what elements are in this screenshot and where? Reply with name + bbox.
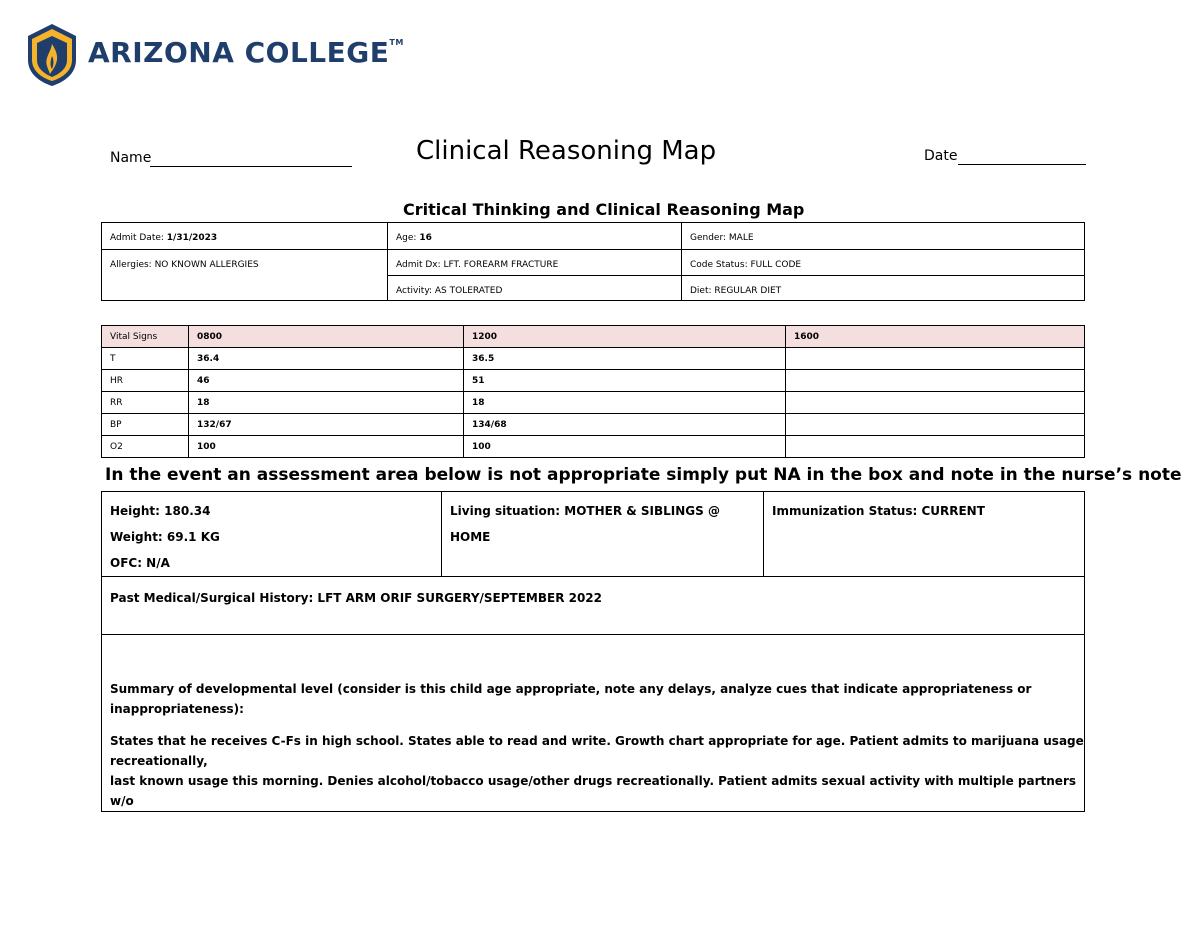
table-row: [102, 348, 1085, 370]
vital-label: T: [102, 348, 189, 370]
arizona-college-logo: [26, 22, 404, 88]
patient-info-table: [101, 222, 1085, 301]
vital-value: 46: [189, 370, 464, 392]
map-subtitle: Critical Thinking and Clinical Reasoning Map: [403, 200, 805, 219]
vital-value[interactable]: [786, 392, 1085, 414]
name-label: Name: [110, 150, 152, 166]
vitals-header-cell: 1200: [464, 326, 786, 348]
table-row: [102, 414, 1085, 436]
admit-dx-cell: Admit Dx: LFT. FOREARM FRACTURE: [388, 250, 682, 276]
vital-value: 100: [189, 436, 464, 458]
ofc-value: OFC: N/A: [110, 556, 170, 570]
vitals-header-cell: 0800: [189, 326, 464, 348]
name-field[interactable]: [150, 152, 352, 167]
code-status-cell: Code Status: FULL CODE: [682, 250, 1085, 276]
vital-label: BP: [102, 414, 189, 436]
page-title: Clinical Reasoning Map: [416, 136, 717, 166]
vital-value: 134/68: [464, 414, 786, 436]
vital-value: 36.5: [464, 348, 786, 370]
date-field[interactable]: [958, 150, 1086, 165]
immunization-cell: Immunization Status: CURRENT: [764, 492, 1085, 577]
vital-value[interactable]: [786, 348, 1085, 370]
vital-value: 51: [464, 370, 786, 392]
activity-cell: Activity: AS TOLERATED: [388, 276, 682, 301]
vital-value: 18: [464, 392, 786, 414]
table-row: [102, 370, 1085, 392]
vital-value[interactable]: [786, 436, 1085, 458]
developmental-summary-cell: [102, 635, 1085, 812]
vitals-header-cell: 1600: [786, 326, 1085, 348]
diet-cell: Diet: REGULAR DIET: [682, 276, 1085, 301]
allergies-cell: Allergies: NO KNOWN ALLERGIES: [102, 250, 388, 301]
shield-flame-icon: [26, 22, 78, 88]
na-instruction-notice: In the event an assessment area below is not appropriate simply put NA in the box and note in the nurse’s note: [105, 465, 1182, 485]
measurements-cell: [102, 492, 442, 577]
living-situation-cell: Living situation: MOTHER & SIBLINGS @ HOME: [442, 492, 764, 577]
vital-label: HR: [102, 370, 189, 392]
vital-value: 132/67: [189, 414, 464, 436]
gender-cell: Gender: MALE: [682, 223, 1085, 250]
vital-value: 18: [189, 392, 464, 414]
vital-value: 36.4: [189, 348, 464, 370]
vital-signs-table: [101, 325, 1085, 458]
assessment-table: [101, 491, 1085, 812]
summary-prompt: Summary of developmental level (consider is this child age appropriate, note any delays, analyze cues that indicate appropriateness or inappropriateness):: [110, 682, 1032, 716]
vital-label: O2: [102, 436, 189, 458]
vitals-header-cell: Vital Signs: [102, 326, 189, 348]
table-row: [102, 392, 1085, 414]
vitals-header-row: [102, 326, 1085, 348]
summary-notes: States that he receives C-Fs in high school. States able to read and write. Growth chart appropriate for age. Patient admits to marijuana usage recreationally, last known usage this morning. Denies alcohol/tobacco usage/other drugs recreationally. Patient admits sexual activity with multiple partners w/o: [110, 734, 1084, 808]
history-cell: Past Medical/Surgical History: LFT ARM ORIF SURGERY/SEPTEMBER 2022: [102, 577, 1085, 635]
vital-value[interactable]: [786, 370, 1085, 392]
table-row: [102, 436, 1085, 458]
height-value: Height: 180.34: [110, 504, 211, 518]
vital-value[interactable]: [786, 414, 1085, 436]
date-label: Date: [924, 148, 958, 164]
admit-date-cell: Admit Date: 1/31/2023: [102, 223, 388, 250]
age-cell: Age: 16: [388, 223, 682, 250]
weight-value: Weight: 69.1 KG: [110, 530, 220, 544]
vital-value: 100: [464, 436, 786, 458]
logo-wordmark: ARIZONA COLLEGE™: [88, 36, 404, 69]
vital-label: RR: [102, 392, 189, 414]
